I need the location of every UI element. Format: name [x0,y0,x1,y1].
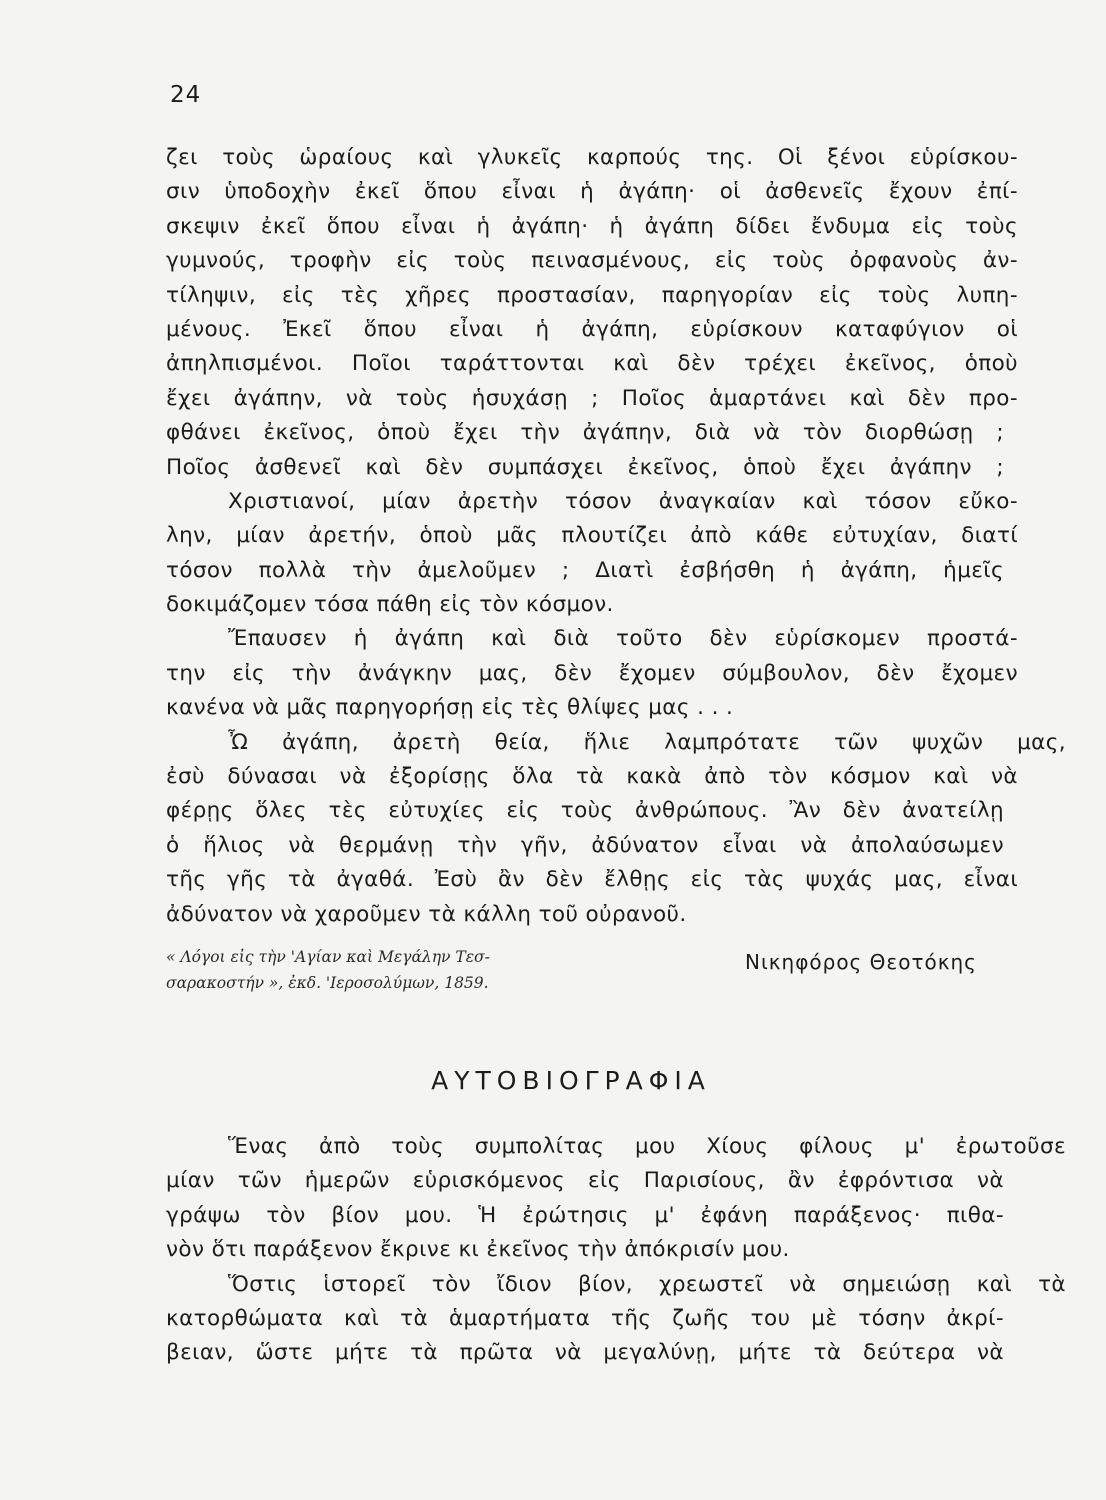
text-line: μένους. Ἐκεῖ ὅπου εἶναι ἡ ἀγάπη, εὑρίσκουν καταφύγιον οἱ [166,316,1018,342]
essay-text [166,141,1066,932]
text-line: φέρῃς ὅλες τὲς εὐτυχίες εἰς τοὺς ἀνθρώπους. Ἂν δὲν ἀνατείλῃ [166,798,1004,824]
citation-line: σαρακοστήν », ἐκδ. 'Ιεροσολύμων, 1859. [166,974,489,992]
text-line: ὁ ἥλιος νὰ θερμάνῃ τὴν γῆν, ἀδύνατον εἶναι νὰ ἀπολαύσωμεν [166,832,1004,858]
text-line: λην, μίαν ἀρετήν, ὁποὺ μᾶς πλουτίζει ἀπὸ κάθε εὐτυχίαν, διατί [166,523,1018,549]
source-citation [166,944,596,996]
text-line: Ἕνας ἀπὸ τοὺς συμπολίτας μου Χίους φίλους μ' ἐρωτοῦσε [228,1134,1066,1159]
text-line: σιν ὑποδοχὴν ἐκεῖ ὅπου εἶναι ἡ ἀγάπη· οἱ ἀσθενεῖς ἔχουν ἐπί- [166,179,1018,205]
text-line: ἐσὺ δύνασαι νὰ ἐξορίσῃς ὅλα τὰ κακὰ ἀπὸ τὸν κόσμον καὶ νὰ [166,764,1018,790]
text-line: Ὅστις ἱστορεῖ τὸν ἴδιον βίον, χρεωστεῖ νὰ σημειώσῃ καὶ τὰ [228,1271,1066,1297]
text-line: νὸν ὅτι παράξενον ἔκρινε κι ἐκεῖνος τὴν ἀπόκρισίν μου. [166,1237,790,1263]
section-title: ΑΥΤΟΒΙΟΓΡΑΦΙΑ [431,1066,711,1095]
text-line: ζει τοὺς ὡραίους καὶ γλυκεῖς καρπούς της. Οἱ ξένοι εὑρίσκου- [166,145,1018,170]
citation-line: « Λόγοι εἰς τὴν 'Αγίαν καὶ Μεγάλην Τεσ- [166,948,490,966]
text-line: τῆς γῆς τὰ ἀγαθά. Ἐσὺ ἂν δὲν ἔλθῃς εἰς τὰς ψυχάς μας, εἶναι [166,867,1018,893]
text-line: κανένα νὰ μᾶς παρηγορήσῃ εἰς τὲς θλίψες μας . . . [166,695,734,721]
text-line: ἔχει ἀγάπην, νὰ τοὺς ἡσυχάσῃ ; Ποῖος ἁμαρτάνει καὶ δὲν προ- [166,385,1018,411]
text-line: Ἔπαυσεν ἡ ἀγάπη καὶ διὰ τοῦτο δὲν εὑρίσκομεν προστά- [228,626,1018,652]
text-line: ἀδύνατον νὰ χαροῦμεν τὰ κάλλη τοῦ οὐρανοῦ. [166,901,687,927]
text-line: μίαν τῶν ἡμερῶν εὑρισκόμενος εἰς Παρισίους, ἂν ἐφρόντισα νὰ [166,1168,1004,1194]
author-name: Νικηφόρος Θεοτόκης [745,950,977,974]
text-line: ἀπηλπισμένοι. Ποῖοι ταράττονται καὶ δὲν τρέχει ἐκεῖνος, ὁποὺ [166,351,1018,377]
page-number: 24 [170,82,202,108]
text-line: γράψω τὸν βίον μου. Ἡ ἐρώτησις μ' ἐφάνη παράξενος· πιθα- [166,1202,1004,1228]
text-line: Χριστιανοί, μίαν ἀρετὴν τόσον ἀναγκαίαν καὶ τόσον εὔκο- [228,488,1018,514]
text-line: τόσον πολλὰ τὴν ἀμελοῦμεν ; Διατὶ ἐσβήσθη ἡ ἀγάπη, ἡμεῖς [166,557,1004,583]
text-line: φθάνει ἐκεῖνος, ὁποὺ ἔχει τὴν ἀγάπην, διὰ νὰ τὸν διορθώσῃ ; [166,420,1004,446]
text-line: γυμνούς, τροφὴν εἰς τοὺς πεινασμένους, εἰς τοὺς ὀρφανοὺς ἀν- [166,248,1018,274]
text-line: βειαν, ὥστε μήτε τὰ πρῶτα νὰ μεγαλύνῃ, μήτε τὰ δεύτερα νὰ [166,1340,1004,1366]
text-line: δοκιμάζομεν τόσα πάθη εἰς τὸν κόσμον. [166,592,614,618]
autobiography-text [166,1130,1066,1371]
text-line: Ποῖος ἀσθενεῖ καὶ δὲν συμπάσχει ἐκεῖνος, ὁποὺ ἔχει ἀγάπην ; [166,454,1004,480]
text-line: την εἰς τὴν ἀνάγκην μας, δὲν ἔχομεν σύμβουλον, δὲν ἔχομεν [166,660,1018,686]
text-line: σκεψιν ἐκεῖ ὅπου εἶναι ἡ ἀγάπη· ἡ ἀγάπη δίδει ἔνδυμα εἰς τοὺς [166,213,1018,239]
text-line: Ὦ ἀγάπη, ἀρετὴ θεία, ἥλιε λαμπρότατε τῶν ψυχῶν μας, [228,729,1066,755]
text-line: κατορθώματα καὶ τὰ ἁμαρτήματα τῆς ζωῆς του μὲ τόσην ἀκρί- [166,1305,1004,1331]
text-line: τίληψιν, εἰς τὲς χῆρες προστασίαν, παρηγορίαν εἰς τοὺς λυπη- [166,282,1018,308]
